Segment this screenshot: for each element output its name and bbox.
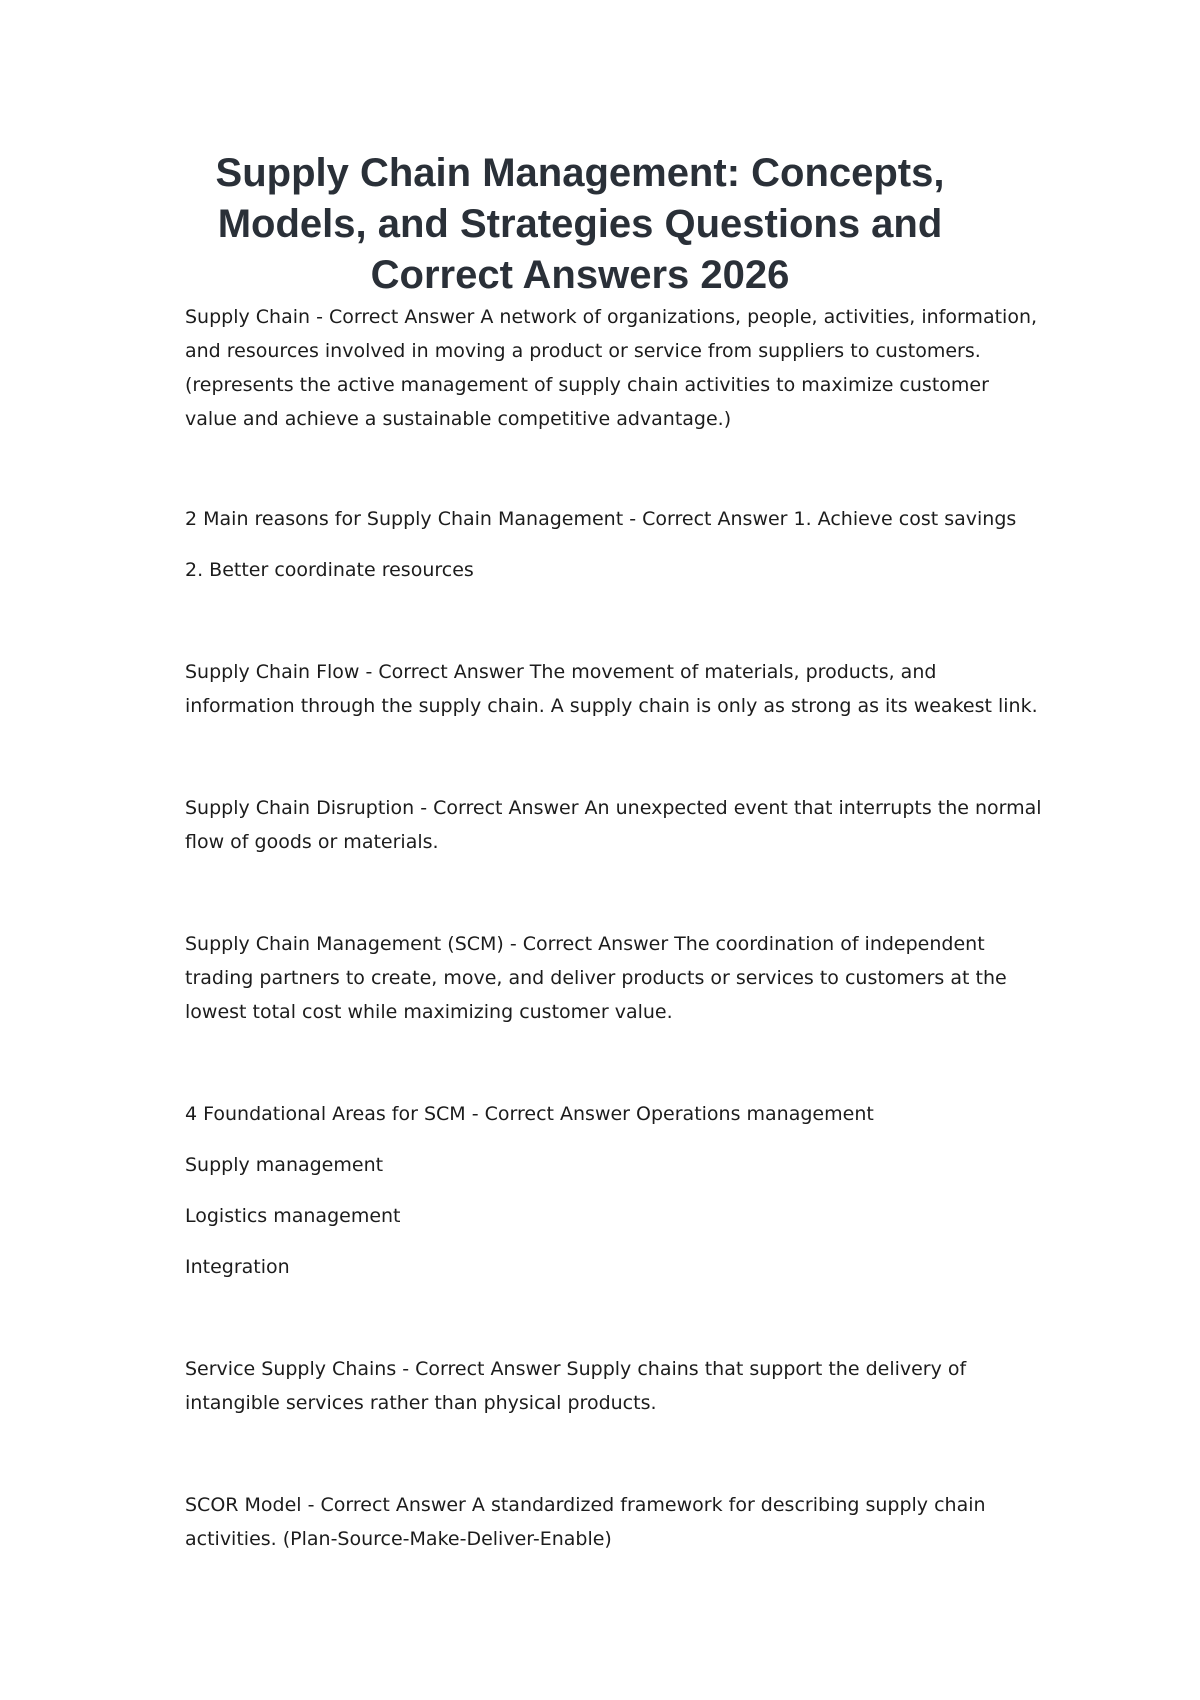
qa-entry-supply-chain-flow: Supply Chain Flow - Correct Answer The movement of materials, products, and information through the supply chain. A supply chain is only as strong as its weakest link. xyxy=(185,661,1038,717)
qa-entry-foundational-areas-line-2: Supply management xyxy=(185,1154,384,1176)
qa-entry-foundational-areas: 4 Foundational Areas for SCM - Correct Answer Operations management xyxy=(185,1103,874,1125)
qa-list xyxy=(185,300,1045,1556)
title-line-1: Supply Chain Management: Concepts, xyxy=(215,151,945,195)
qa-entry-foundational-areas-line-4: Integration xyxy=(185,1256,290,1278)
qa-entry-service-supply-chains: Service Supply Chains - Correct Answer Supply chains that support the delivery of intangible services rather than physical products. xyxy=(185,1358,967,1414)
qa-entry-foundational-areas-line-3: Logistics management xyxy=(185,1205,401,1227)
qa-entry-scor-model: SCOR Model - Correct Answer A standardized framework for describing supply chain activities. (Plan-Source-Make-Deliver-Enable) xyxy=(185,1494,986,1550)
title-line-3: Correct Answers 2026 xyxy=(370,253,790,297)
qa-entry-main-reasons-line-2: 2. Better coordinate resources xyxy=(185,559,474,581)
title-line-2: Models, and Strategies Questions and xyxy=(217,202,943,246)
qa-entry-supply-chain: Supply Chain - Correct Answer A network of organizations, people, activities, information, and resources involved in moving a product or service from suppliers to customers.(represents the active management of supply chain activities to maximize customer value and achieve a sustainable competitive advantage.) xyxy=(185,306,1038,430)
qa-entry-scm: Supply Chain Management (SCM) - Correct Answer The coordination of independent trading partners to create, move, and deliver products or services to customers at the lowest total cost while maximizing customer value. xyxy=(185,933,1007,1023)
qa-entry-supply-chain-disruption: Supply Chain Disruption - Correct Answer An unexpected event that interrupts the normal flow of goods or materials. xyxy=(185,797,1042,853)
document-title xyxy=(180,148,980,301)
qa-entry-main-reasons: 2 Main reasons for Supply Chain Management - Correct Answer 1. Achieve cost savings xyxy=(185,508,1017,530)
